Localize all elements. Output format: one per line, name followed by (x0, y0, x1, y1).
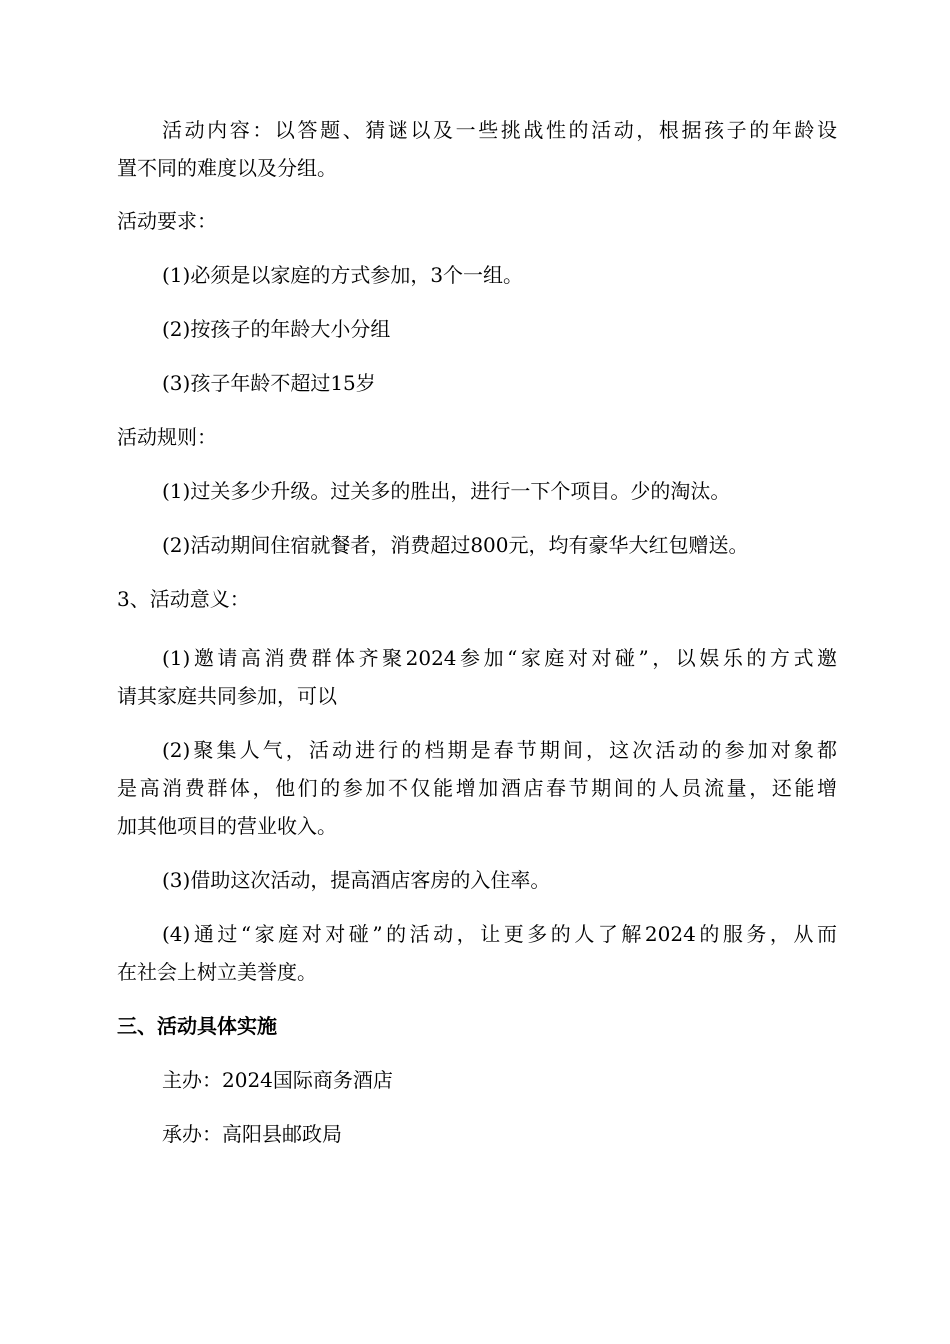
meaning-item-1-line-2: 请其家庭共同参加，可以 (117, 684, 337, 708)
meaning-item-2-line-1: (2)聚集人气，活动进行的档期是春节期间，这次活动的参加对象都 (162, 738, 837, 762)
requirements-heading: 活动要求： (117, 209, 217, 233)
meaning-heading: 3、活动意义： (117, 587, 250, 611)
meaning-item-4-line-2: 在社会上树立美誉度。 (117, 960, 317, 984)
section-3-heading: 三、活动具体实施 (117, 1014, 277, 1038)
intro-paragraph-line-1: 活动内容：以答题、猜谜以及一些挑战性的活动，根据孩子的年龄设 (162, 118, 837, 142)
meaning-item-1-line-1: (1)邀请高消费群体齐聚2024参加“家庭对对碰”，以娱乐的方式邀 (162, 646, 837, 670)
coorganizer-line: 承办：高阳县邮政局 (162, 1122, 342, 1146)
intro-paragraph-line-2: 置不同的难度以及分组。 (117, 156, 337, 180)
rules-heading: 活动规则： (117, 425, 217, 449)
host-line: 主办：2024国际商务酒店 (162, 1068, 393, 1092)
rule-item-1: (1)过关多少升级。过关多的胜出，进行一下个项目。少的淘汰。 (162, 479, 731, 503)
requirement-item-2: (2)按孩子的年龄大小分组 (162, 317, 391, 341)
meaning-item-2-line-2: 是高消费群体，他们的参加不仅能增加酒店春节期间的人员流量，还能增 (117, 776, 837, 800)
rule-item-2: (2)活动期间住宿就餐者，消费超过800元，均有豪华大红包赠送。 (162, 533, 749, 557)
meaning-item-3: (3)借助这次活动，提高酒店客房的入住率。 (162, 868, 551, 892)
requirement-item-1: (1)必须是以家庭的方式参加，3个一组。 (162, 263, 524, 287)
meaning-item-4-line-1: (4)通过“家庭对对碰”的活动，让更多的人了解2024的服务，从而 (162, 922, 837, 946)
meaning-item-2-line-3: 加其他项目的营业收入。 (117, 814, 337, 838)
requirement-item-3: (3)孩子年龄不超过15岁 (162, 371, 376, 395)
